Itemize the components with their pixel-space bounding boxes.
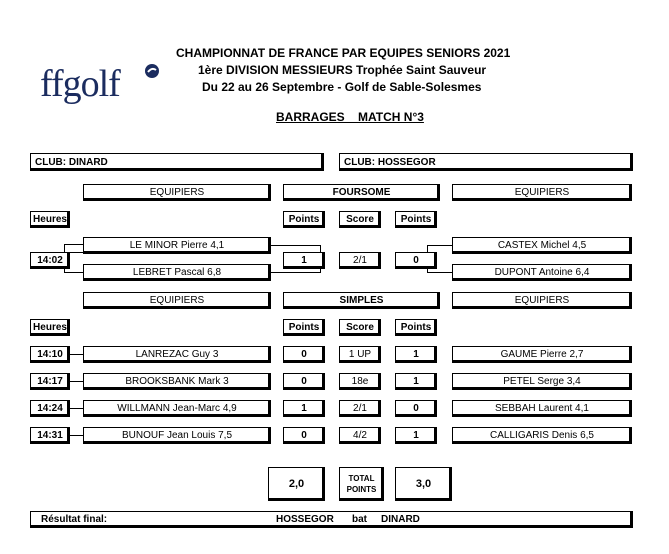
simple-right-points: 1	[395, 346, 437, 363]
simple-score: 18e	[339, 373, 381, 390]
final-bat: bat	[352, 514, 367, 525]
simple-left-player: BUNOUF Jean Louis 7,5	[83, 427, 271, 444]
simple-left-points: 1	[283, 400, 325, 417]
row-connector	[70, 381, 84, 382]
bracket-line	[70, 252, 84, 253]
division-title: 1ère DIVISION MESSIEURS Trophée Saint Sauveur	[198, 63, 487, 77]
points-header-left: Points	[283, 319, 325, 336]
total-label-line2: POINTS	[346, 485, 377, 494]
score-header: Score	[339, 211, 381, 228]
simple-time: 14:10	[30, 346, 70, 363]
total-points-label	[339, 467, 384, 501]
equipiers-header-left: EQUIPIERS	[83, 184, 271, 201]
row-connector	[70, 408, 84, 409]
simple-score: 1 UP	[339, 346, 381, 363]
simple-right-points: 0	[395, 400, 437, 417]
heures-header: Heures	[30, 211, 70, 228]
simple-right-player: GAUME Pierre 2,7	[452, 346, 632, 363]
foursome-time: 14:02	[30, 252, 70, 269]
bracket-line	[64, 244, 84, 245]
heures-header: Heures	[30, 319, 70, 336]
simple-left-points: 0	[283, 346, 325, 363]
equipiers-header-left: EQUIPIERS	[83, 292, 271, 309]
simple-left-player: LANREZAC Guy 3	[83, 346, 271, 363]
final-label: Résultat final:	[41, 514, 108, 525]
simple-time: 14:24	[30, 400, 70, 417]
club-left: CLUB: DINARD	[30, 153, 324, 171]
row-connector	[70, 435, 84, 436]
equipiers-header-right: EQUIPIERS	[452, 184, 632, 201]
bracket-line	[427, 245, 453, 246]
points-header-left: Points	[283, 211, 325, 228]
row-connector	[70, 354, 84, 355]
simple-left-points: 0	[283, 427, 325, 444]
simple-right-player: PETEL Serge 3,4	[452, 373, 632, 390]
match-subtitle: BARRAGES MATCH N°3	[276, 110, 424, 124]
bracket-line	[270, 272, 320, 273]
championship-title: CHAMPIONNAT DE FRANCE PAR EQUIPES SENIORS 2021	[176, 46, 511, 60]
bracket-line	[427, 272, 453, 273]
simple-left-player: WILLMANN Jean-Marc 4,9	[83, 400, 271, 417]
points-header-right: Points	[395, 211, 437, 228]
total-left: 2,0	[268, 467, 325, 501]
foursome-left-player-2: LEBRET Pascal 6,8	[83, 264, 271, 281]
simples-header: SIMPLES	[283, 292, 440, 309]
simple-right-points: 1	[395, 373, 437, 390]
logo-text: ffgolf	[40, 63, 120, 105]
simple-right-points: 1	[395, 427, 437, 444]
points-header-right: Points	[395, 319, 437, 336]
simple-score: 2/1	[339, 400, 381, 417]
foursome-left-player-1: LE MINOR Pierre 4,1	[83, 237, 271, 254]
foursome-right-player-2: DUPONT Antoine 6,4	[452, 264, 632, 281]
golf-ball-icon	[144, 63, 160, 79]
foursome-right-player-1: CASTEX Michel 4,5	[452, 237, 632, 254]
bracket-line	[270, 245, 320, 246]
score-header: Score	[339, 319, 381, 336]
equipiers-header-right: EQUIPIERS	[452, 292, 632, 309]
ffgolf-logo	[40, 62, 170, 106]
foursome-left-points: 1	[283, 252, 325, 269]
total-right: 3,0	[395, 467, 452, 501]
date-venue: Du 22 au 26 Septembre - Golf de Sable-Solesmes	[202, 80, 482, 94]
simple-left-player: BROOKSBANK Mark 3	[83, 373, 271, 390]
final-winner: HOSSEGOR	[276, 514, 334, 525]
bracket-line	[64, 272, 84, 273]
simple-time: 14:17	[30, 373, 70, 390]
final-result-bar	[30, 511, 633, 528]
simple-score: 4/2	[339, 427, 381, 444]
simple-time: 14:31	[30, 427, 70, 444]
simple-left-points: 0	[283, 373, 325, 390]
foursome-header: FOURSOME	[283, 184, 440, 201]
club-right: CLUB: HOSSEGOR	[339, 153, 633, 171]
simple-right-player: CALLIGARIS Denis 6,5	[452, 427, 632, 444]
foursome-right-points: 0	[395, 252, 437, 269]
simple-right-player: SEBBAH Laurent 4,1	[452, 400, 632, 417]
final-loser: DINARD	[381, 514, 420, 525]
total-label-line1: TOTAL	[348, 474, 375, 483]
foursome-score: 2/1	[339, 252, 381, 269]
